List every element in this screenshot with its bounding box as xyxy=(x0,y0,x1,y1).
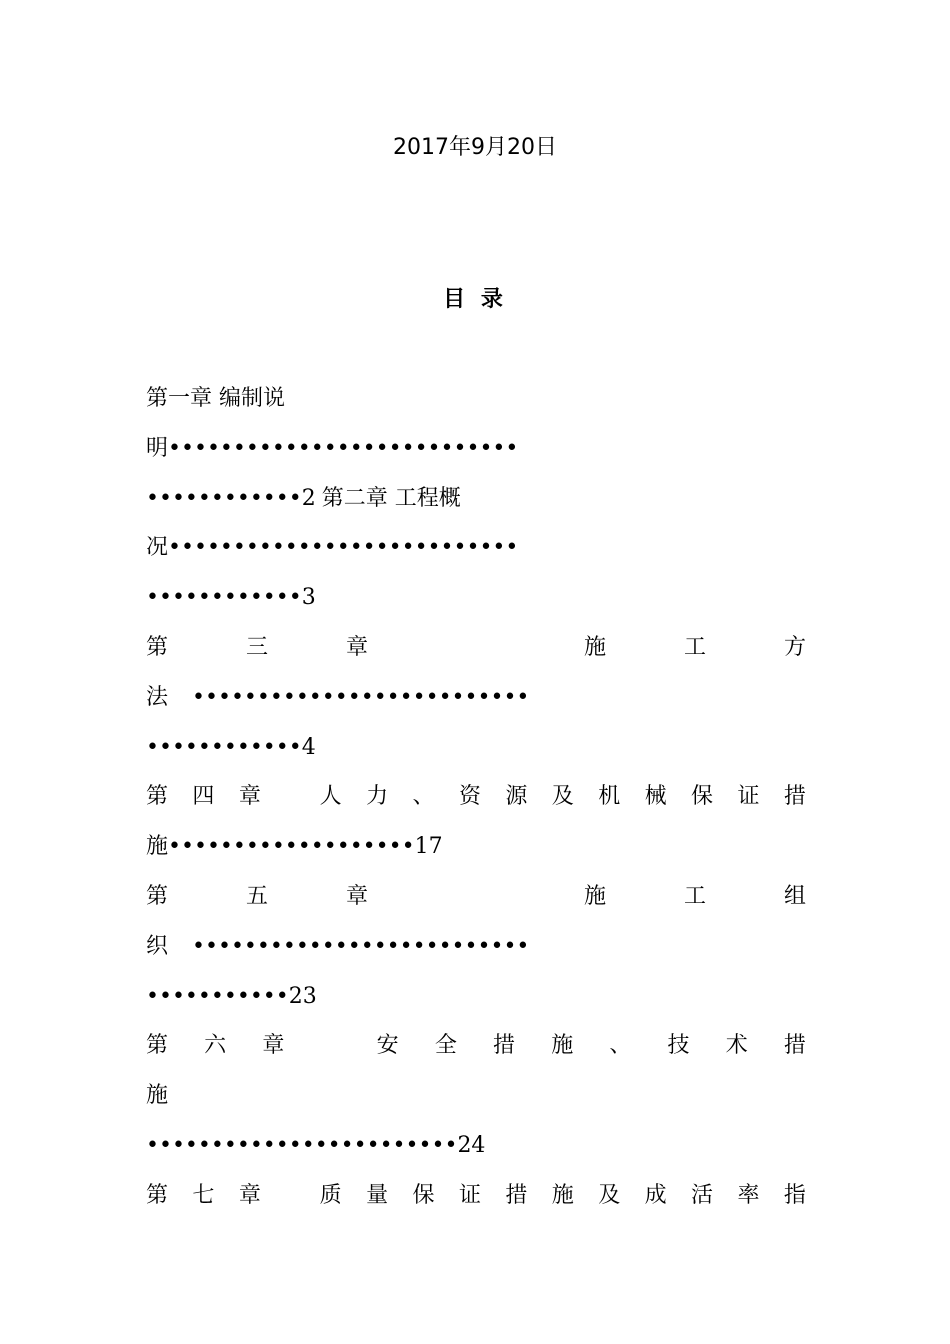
toc-char: 四 xyxy=(192,784,215,810)
toc-char: 措 xyxy=(783,784,806,810)
toc-leader-dots: •••••••••••••••••••••••• xyxy=(146,1132,458,1158)
toc-line xyxy=(146,383,806,433)
toc-char: 章 xyxy=(238,1182,261,1208)
toc-entry-ch6-title-end[interactable]: 施 xyxy=(146,1083,169,1109)
toc-char: 施 xyxy=(583,634,606,660)
toc-char: 章 xyxy=(262,1033,285,1059)
toc-line xyxy=(146,831,806,881)
toc-line xyxy=(146,582,806,632)
toc-leader-dots: •••••••••••• xyxy=(146,585,302,611)
toc-char: 措 xyxy=(493,1033,516,1059)
toc-char: 章 xyxy=(346,883,369,909)
toc-page-number[interactable]: 24 xyxy=(457,1132,486,1158)
toc-char: 成 xyxy=(644,1182,667,1208)
toc-char: 安 xyxy=(376,1033,399,1059)
toc-char: 章 xyxy=(346,634,369,660)
toc-leader-dots: •••••••••••• xyxy=(146,734,302,760)
toc-char: 指 xyxy=(783,1182,806,1208)
toc-char: 量 xyxy=(366,1182,389,1208)
toc-char: 第 xyxy=(146,1033,169,1059)
toc-char: 措 xyxy=(783,1033,806,1059)
toc-char: 力 xyxy=(366,784,389,810)
toc-page-number[interactable]: 2 xyxy=(301,485,316,511)
toc-leader-dots: ••••••••••••••••••• xyxy=(168,834,415,860)
toc-line xyxy=(146,1080,806,1130)
toc-entry-ch6-title[interactable] xyxy=(146,1030,806,1080)
toc-line xyxy=(146,682,806,732)
toc-entry-ch7-title[interactable] xyxy=(146,1180,806,1230)
toc-line xyxy=(146,1130,806,1180)
toc-page-number[interactable]: 3 xyxy=(301,585,316,611)
toc-char: 技 xyxy=(667,1033,690,1059)
toc-page-number[interactable]: 17 xyxy=(414,834,443,860)
toc-char: 证 xyxy=(737,784,760,810)
table-of-contents xyxy=(146,383,806,1230)
toc-char: 械 xyxy=(644,784,667,810)
toc-char: 资 xyxy=(458,784,481,810)
toc-leader-dots: •••••••••••••••••••••••••• xyxy=(192,933,530,959)
toc-char: 活 xyxy=(691,1182,714,1208)
toc-line xyxy=(146,483,806,533)
toc-char: 率 xyxy=(737,1182,760,1208)
toc-entry-ch3-title-end[interactable]: 法 xyxy=(146,684,169,710)
toc-leader-dots: ••••••••••• xyxy=(146,983,289,1009)
toc-char: 第 xyxy=(146,784,169,810)
toc-entry-ch1-title-end[interactable]: 明 xyxy=(146,435,169,461)
toc-char: 第 xyxy=(146,883,169,909)
toc-entry-ch2-title[interactable]: 第二章 工程概 xyxy=(321,485,461,511)
toc-page-number[interactable]: 23 xyxy=(288,983,317,1009)
toc-entry-ch1-title[interactable]: 第一章 编制说 xyxy=(146,386,285,411)
toc-char: 方 xyxy=(783,634,806,660)
toc-char: 人 xyxy=(319,784,342,810)
toc-char: 机 xyxy=(598,784,621,810)
toc-char: 、 xyxy=(412,784,435,810)
toc-char: 全 xyxy=(434,1033,457,1059)
toc-entry-ch2-title-end[interactable]: 况 xyxy=(146,535,169,561)
toc-char: 质 xyxy=(319,1182,342,1208)
toc-char: 证 xyxy=(458,1182,481,1208)
toc-char: 章 xyxy=(238,784,261,810)
toc-entry-ch5-title[interactable] xyxy=(146,881,806,931)
toc-leader-dots: •••••••••••• xyxy=(146,485,302,511)
toc-entry-ch5-title-end[interactable]: 织 xyxy=(146,933,169,959)
toc-char: 措 xyxy=(505,1182,528,1208)
toc-char: 第 xyxy=(146,1182,169,1208)
toc-char: 源 xyxy=(505,784,528,810)
toc-line xyxy=(146,732,806,782)
toc-line xyxy=(146,931,806,981)
toc-char: 施 xyxy=(551,1182,574,1208)
toc-leader-dots: •••••••••••••••••••••••••• xyxy=(192,684,530,710)
toc-entry-ch4-title[interactable] xyxy=(146,781,806,831)
toc-char: 保 xyxy=(691,784,714,810)
document-date: 2017年9月20日 xyxy=(393,135,557,160)
toc-char: 及 xyxy=(551,784,574,810)
toc-page-number[interactable]: 4 xyxy=(301,734,316,760)
toc-char: 三 xyxy=(246,634,269,660)
toc-entry-ch3-title[interactable] xyxy=(146,632,806,682)
toc-char: 及 xyxy=(598,1182,621,1208)
toc-char: 七 xyxy=(192,1182,215,1208)
toc-title: 目 录 xyxy=(443,287,507,312)
toc-line xyxy=(146,981,806,1031)
toc-char: 工 xyxy=(683,883,706,909)
toc-char: 施 xyxy=(583,883,606,909)
toc-char: 、 xyxy=(609,1033,632,1059)
toc-char: 工 xyxy=(683,634,706,660)
toc-char: 六 xyxy=(204,1033,227,1059)
toc-line xyxy=(146,532,806,582)
toc-char: 施 xyxy=(551,1033,574,1059)
toc-leader-dots: ••••••••••••••••••••••••••• xyxy=(168,535,519,561)
toc-line xyxy=(146,433,806,483)
toc-char: 保 xyxy=(412,1182,435,1208)
toc-char: 组 xyxy=(783,883,806,909)
toc-entry-ch4-title-end[interactable]: 施 xyxy=(146,834,169,860)
toc-char: 第 xyxy=(146,634,169,660)
toc-char: 五 xyxy=(246,883,269,909)
toc-leader-dots: ••••••••••••••••••••••••••• xyxy=(168,435,519,461)
toc-char: 术 xyxy=(725,1033,748,1059)
